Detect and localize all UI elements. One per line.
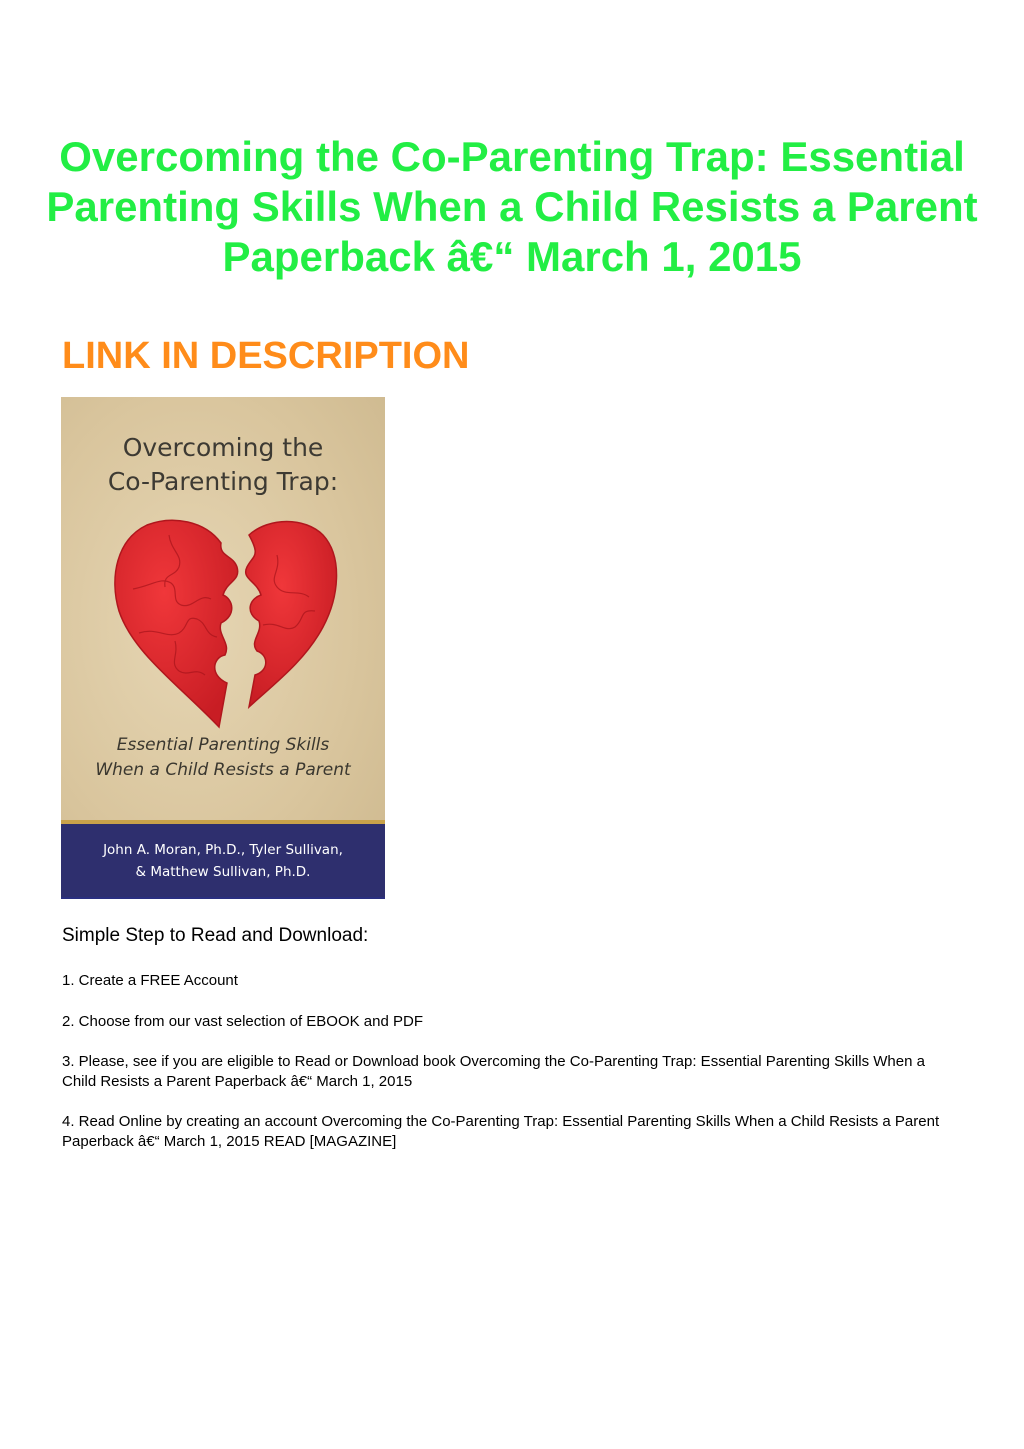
cover-authors-line-2: & Matthew Sullivan, Ph.D. — [135, 864, 311, 880]
puzzle-heart-icon — [109, 515, 339, 730]
page-title: Overcoming the Co-Parenting Trap: Essential Parenting Skills When a Child Resists a Parent Paperback â€“ March 1, 2015 — [46, 133, 978, 280]
cover-authors — [61, 839, 385, 883]
step-item-1: 1. Create a FREE Account — [62, 972, 238, 989]
cover-authors-line-1: John A. Moran, Ph.D., Tyler Sullivan, — [103, 842, 343, 858]
cover-author-band — [61, 820, 385, 899]
heart-right-half — [246, 522, 337, 708]
cover-subtitle — [61, 733, 385, 783]
heart-left-half — [115, 520, 238, 727]
step-item-3: 3. Please, see if you are eligible to Read or Download book Overcoming the Co-Parenting Trap: Essential Parenting Skills When a Child Resists a Parent Paperback â€“ March 1, 2015 — [62, 1053, 925, 1090]
cover-title-line-1: Overcoming the — [122, 433, 324, 462]
cover-title-line-2: Co-Parenting Trap: — [107, 467, 339, 496]
link-in-description-heading[interactable]: LINK IN DESCRIPTION — [62, 335, 470, 377]
book-cover-image — [61, 397, 385, 899]
cover-title — [61, 431, 385, 499]
step-item-2: 2. Choose from our vast selection of EBOOK and PDF — [62, 1013, 423, 1030]
cover-subtitle-line-2: When a Child Resists a Parent — [95, 760, 351, 780]
cover-subtitle-line-1: Essential Parenting Skills — [116, 735, 330, 755]
steps-heading: Simple Step to Read and Download: — [62, 925, 369, 946]
step-item-4: 4. Read Online by creating an account Overcoming the Co-Parenting Trap: Essential Parenting Skills When a Child Resists a Parent Paperback â€“ March 1, 2015 READ [MAGAZINE] — [62, 1113, 940, 1150]
